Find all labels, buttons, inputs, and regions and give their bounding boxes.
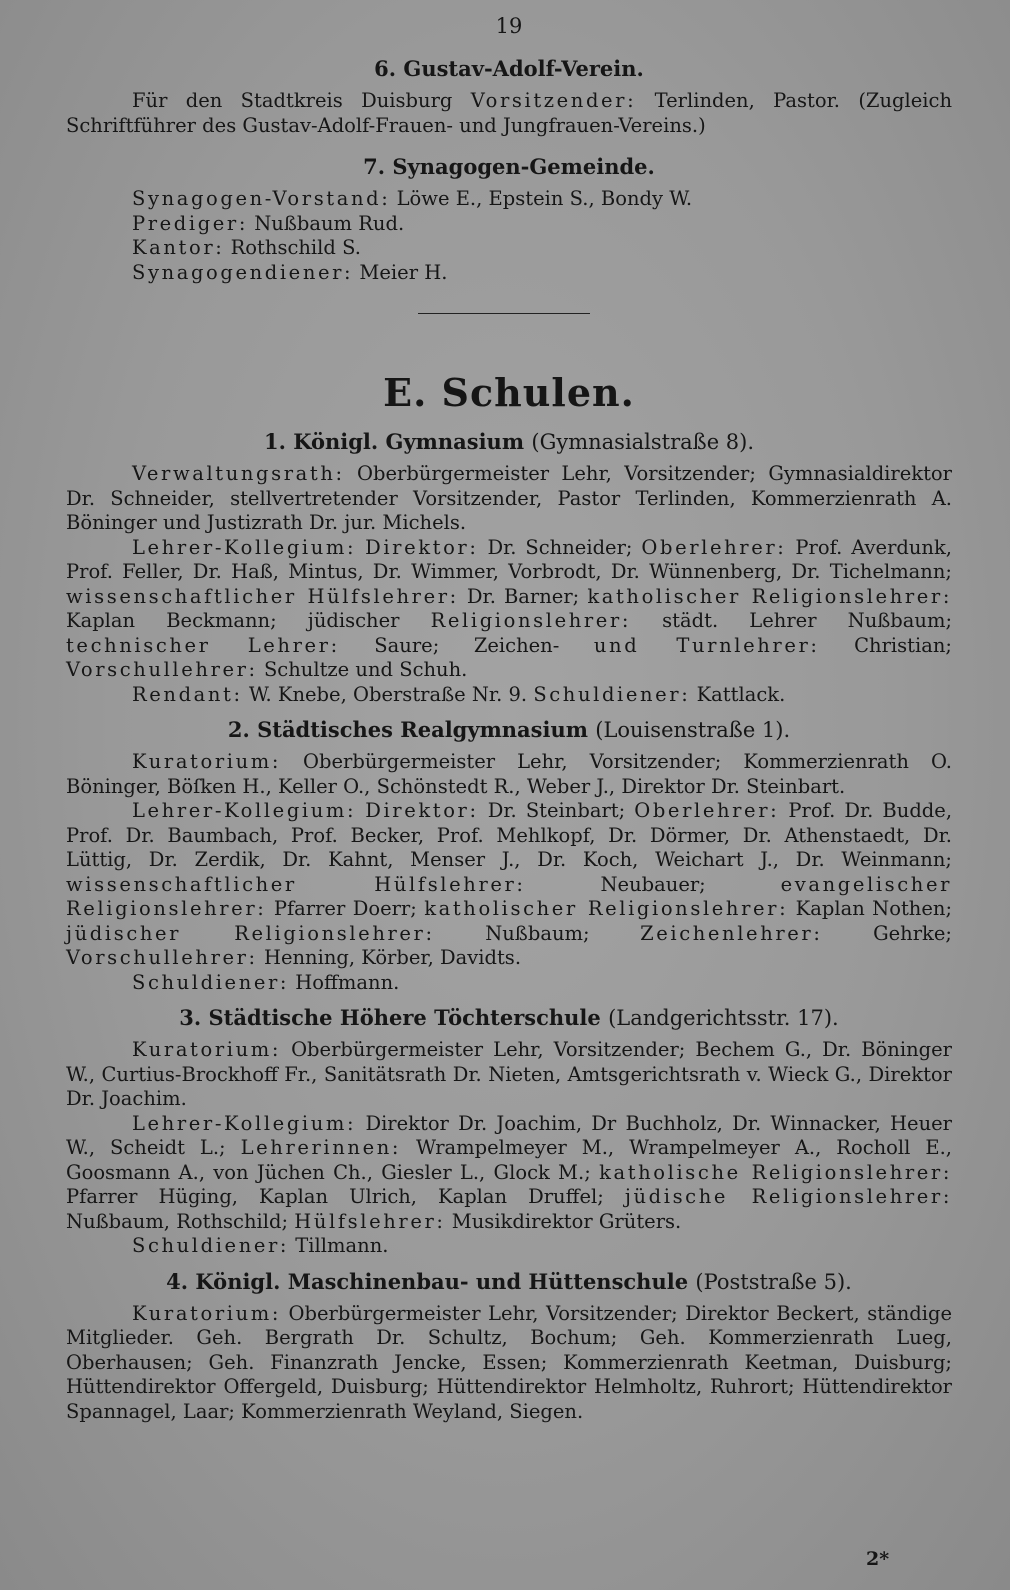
- gymnasium-verwaltungsrath: Verwaltungsrath: Oberbürgermeister Lehr, Vorsitzender; Gymnasialdirektor Dr. Schneider, stellvertretender Vorsitzender, Pastor Terlinden, Kommerzienrath A. Böninger und Justizrath Dr. jur. Michels.: [66, 462, 952, 534]
- synagoge-row: Synagogendiener: Meier H.: [132, 260, 448, 284]
- section-heading-toechterschule: 3. Städtische Höhere Töchterschule (Landgerichtsstr. 17).: [179, 1005, 839, 1030]
- realgymnasium-lehrer-kollegium: Lehrer-Kollegium: Direktor: Dr. Steinbart; Oberlehrer: Prof. Dr. Budde, Prof. Dr. Baumbach, Prof. Becker, Prof. Mehlkopf, Dr. Dörmer, Dr. Athenstaedt, Dr. Lüttig, Dr. Zerdik, Dr. Kahnt, Menser J., Dr. Koch, Weichart J., Dr. Weinmann; wissenschaftlicher Hülfslehrer: Neubauer; evangelischer Religionslehrer: Pfarrer Doerr; katholischer Religionslehrer: Kaplan Nothen; jüdischer Religionslehrer: Nußbaum; Zeichenlehrer: Gehrke; Vorschullehrer: Henning, Körber, Davidts.: [66, 799, 953, 969]
- page-number: 19: [495, 14, 523, 38]
- synagoge-row: Kantor: Rothschild S.: [132, 236, 361, 259]
- realgymnasium-schuldiener: Schuldiener: Hoffmann.: [132, 970, 400, 994]
- section-heading-gustav-adolf: 6. Gustav-Adolf-Verein.: [374, 56, 644, 81]
- section-heading-maschinenbauschule: 4. Königl. Maschinenbau- und Hüttenschule (Poststraße 5).: [166, 1268, 852, 1294]
- realgymnasium-kuratorium: Kuratorium: Oberbürgermeister Lehr, Vorsitzender; Kommerzienrath O. Böninger, Böſken H., Keller O., Schönstedt R., Weber J., Direktor Dr. Steinbart.: [66, 750, 952, 798]
- toechterschule-lehrer-kollegium: Lehrer-Kollegium: Direktor Dr. Joachim, Dr Buchholz, Dr. Winnacker, Heuer W., Scheidt L.; Lehrerinnen: Wrampelmeyer M., Wrampelmeyer A., Rocholl E., Goosmann A., von Jüchen Ch., Giesler L., Glock M.; katholische Religionslehrer: Pfarrer Hüging, Kaplan Ulrich, Kaplan Druffel; jüdische Religionslehrer: Nußbaum, Rothschild; Hülfslehrer: Musikdirektor Grüters.: [66, 1111, 953, 1233]
- gymnasium-lehrer-kollegium: Lehrer-Kollegium: Direktor: Dr. Schneider; Oberlehrer: Prof. Averdunk, Prof. Feller, Dr. Haß, Mintus, Dr. Wimmer, Vorbrodt, Dr. Wünnenberg, Dr. Tichelmann; wissenschaftlicher Hülfslehrer: Dr. Barner; katholischer Religionslehrer: Kaplan Beckmann; jüdischer Religionslehrer: städt. Lehrer Nußbaum; technischer Lehrer: Saure; Zeichen- und Turnlehrer: Christian; Vorschullehrer: Schultze und Schuh.: [66, 535, 953, 681]
- signature-mark: 2*: [866, 1548, 890, 1570]
- section-divider: [418, 313, 590, 314]
- chapter-title: E. Schulen.: [383, 370, 635, 415]
- gustav-adolf-paragraph: Für den Stadtkreis Duisburg Vorsitzender: Terlinden, Pastor. (Zugleich Schriftführer des Gustav-Adolf-Frauen- und Jungfrauen-Vereins.): [66, 89, 953, 137]
- toechterschule-schuldiener: Schuldiener: Tillmann.: [132, 1234, 389, 1257]
- synagoge-row: Synagogen-Vorstand: Löwe E., Epstein S., Bondy W.: [132, 187, 693, 210]
- section-heading-realgymnasium: 2. Städtisches Realgymnasium (Louisenstraße 1).: [227, 717, 791, 742]
- toechterschule-kuratorium: Kuratorium: Oberbürgermeister Lehr, Vorsitzender; Bechem G., Dr. Böninger W., Curtius-Brockhoff Fr., Sanitätsrath Dr. Nieten, Amtsgerichtsrath v. Wieck G., Direktor Dr. Joachim.: [66, 1038, 952, 1110]
- maschinenbauschule-kuratorium: Kuratorium: Oberbürgermeister Lehr, Vorsitzender; Direktor Beckert, ständige Mitglieder. Geh. Bergrath Dr. Schultz, Bochum; Geh. Kommerzienrath Lueg, Oberhausen; Geh. Finanzrath Jencke, Essen; Kommerzienrath Keetman, Duisburg; Hüttendirektor Offergeld, Duisburg; Hüttendirektor Helmholtz, Ruhrort; Hüttendirektor Spannagel, Laar; Kommerzienrath Weyland, Siegen.: [66, 1301, 953, 1423]
- section-heading-synagoge: 7. Synagogen-Gemeinde.: [363, 154, 655, 179]
- synagoge-row: Prediger: Nußbaum Rud.: [132, 211, 405, 235]
- section-heading-gymnasium: 1. Königl. Gymnasium (Gymnasialstraße 8).: [263, 429, 755, 454]
- gymnasium-rendant: Rendant: W. Knebe, Oberstraße Nr. 9. Schuldiener: Kattlack.: [132, 682, 786, 706]
